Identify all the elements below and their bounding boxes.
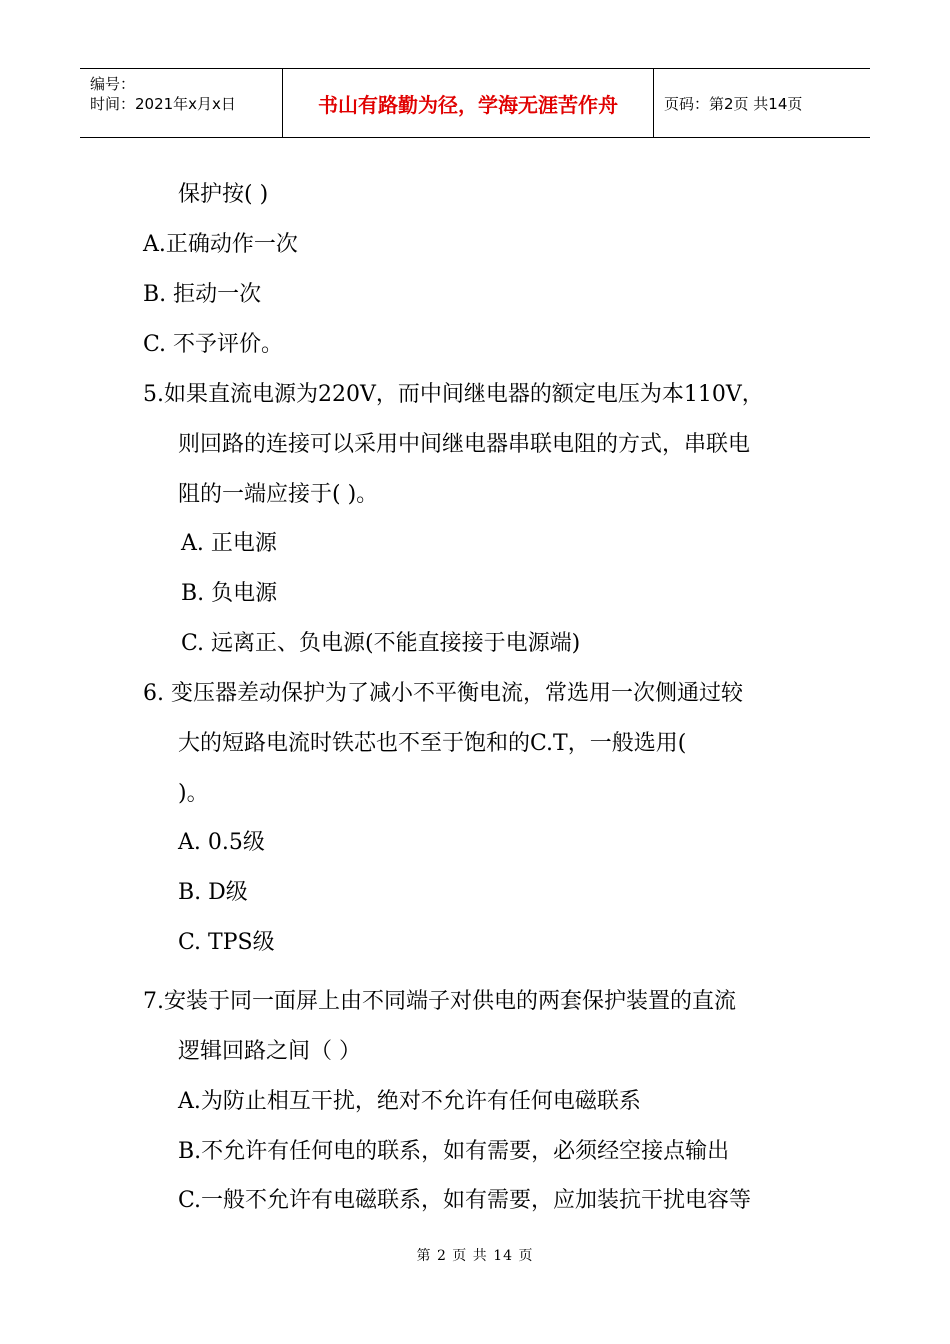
question-7-line: 7.安装于同一面屏上由不同端子对供电的两套保护装置的直流 — [143, 989, 736, 1014]
question-6-line: )。 — [178, 781, 209, 806]
option-line: A. 0.5级 — [178, 830, 265, 855]
question-4-continuation: 保护按( ) — [178, 182, 269, 207]
question-5-line: 阻的一端应接于( )。 — [178, 482, 379, 507]
page-footer: 第 2 页 共 14 页 — [416, 1248, 534, 1264]
document-time-label: 时间：2021年x月x日 — [90, 95, 236, 113]
option-line: B. 负电源 — [181, 581, 278, 606]
option-line: A. 正电源 — [181, 531, 277, 556]
option-line: C. 远离正、负电源(不能直接接于电源端) — [181, 631, 581, 656]
option-line: B. D级 — [178, 880, 248, 905]
header-page-label: 页码：第2页 共14页 — [664, 94, 803, 113]
option-line: A.正确动作一次 — [143, 232, 298, 257]
option-line: C.一般不允许有电磁联系，如有需要，应加装抗干扰电容等 — [178, 1188, 752, 1213]
option-line: C. TPS级 — [178, 930, 275, 955]
option-line: C. 不予评价。 — [143, 332, 284, 357]
option-line: B.不允许有任何电的联系，如有需要，必须经空接点输出 — [178, 1139, 730, 1164]
question-5-line: 5.如果直流电源为220V，而中间继电器的额定电压为本110V， — [143, 382, 764, 407]
header-motto: 书山有路勤为径，学海无涯苦作舟 — [283, 69, 654, 137]
question-5-line: 则回路的连接可以采用中间继电器串联电阻的方式，串联电 — [178, 432, 751, 457]
header-info-cell — [80, 69, 283, 137]
option-line: B. 拒动一次 — [143, 282, 262, 307]
option-line: A.为防止相互干扰，绝对不允许有任何电磁联系 — [178, 1089, 641, 1114]
question-7-line: 逻辑回路之间（ ） — [178, 1039, 361, 1064]
document-number-label: 编号： — [90, 75, 136, 93]
question-6-line: 大的短路电流时铁芯也不至于饱和的C.T，一般选用( — [178, 731, 687, 756]
page-header — [80, 68, 870, 138]
question-6-line: 6. 变压器差动保护为了减小不平衡电流，常选用一次侧通过较 — [143, 681, 743, 706]
